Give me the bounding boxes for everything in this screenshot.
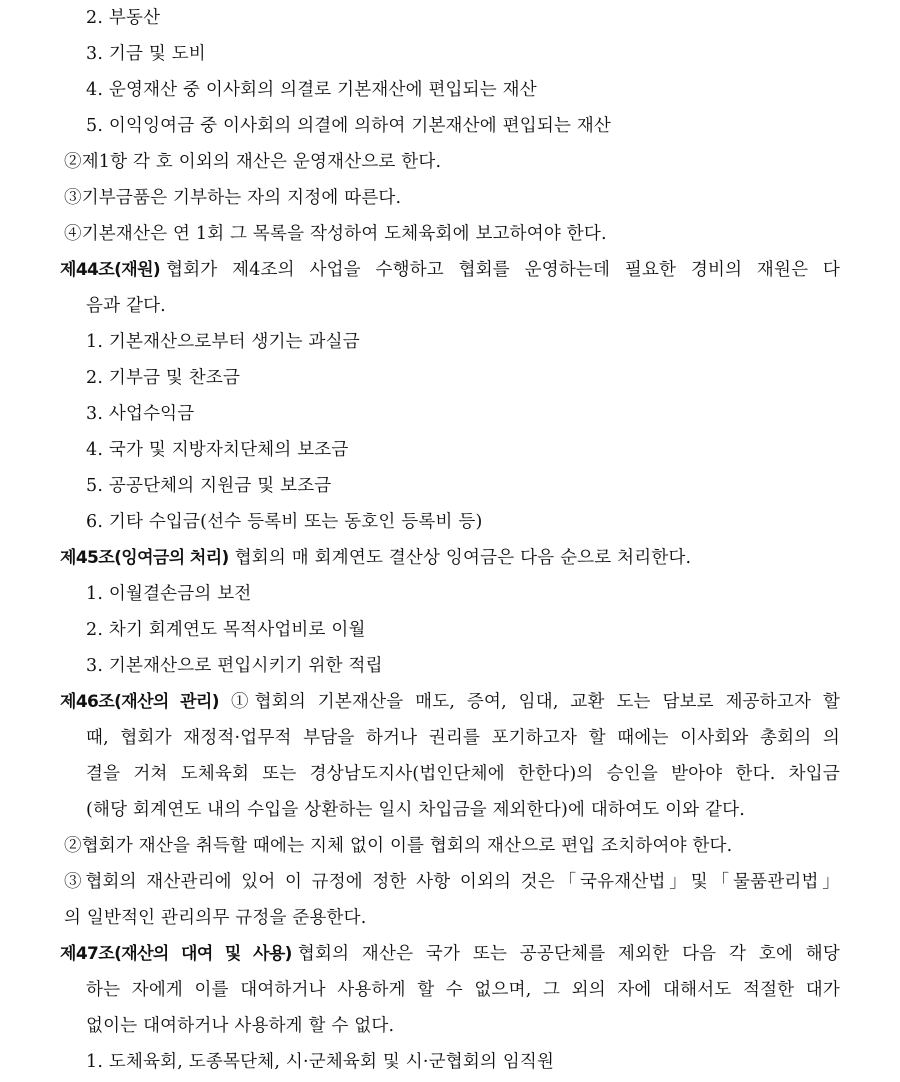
article-44: [60, 258, 840, 282]
article-title: 제44조(재원): [60, 260, 161, 280]
list-item: 1. 기본재산으로부터 생기는 과실금: [86, 332, 360, 352]
paragraph: ④기본재산은 연 1회 그 목록을 작성하여 도체육회에 보고하여야 한다.: [64, 224, 607, 244]
paragraph: ②제1항 각 호 이외의 재산은 운영재산으로 한다.: [64, 152, 442, 172]
article-47: [60, 942, 840, 966]
list-item: 1. 이월결손금의 보전: [86, 584, 252, 604]
list-item: 2. 부동산: [86, 8, 161, 28]
paragraph: 의 일반적인 관리의무 규정을 준용한다.: [64, 908, 367, 928]
list-item: 2. 기부금 및 찬조금: [86, 368, 241, 388]
list-item: 5. 이익잉여금 중 이사회의 의결에 의하여 기본재산에 편입되는 재산: [86, 116, 612, 136]
list-item: 4. 국가 및 지방자치단체의 보조금: [86, 440, 349, 460]
article-title: 제46조(재산의 관리): [60, 692, 219, 712]
article-title: 제45조(잉여금의 처리): [60, 548, 229, 568]
article-text: 하는 자에게 이를 대여하거나 사용하게 할 수 없으며, 그 외의 자에 대해서도 적절한 대가: [86, 980, 840, 1000]
article-text: ①협회의 기본재산을 매도, 증여, 임대, 교환 도는 담보로 제공하고자 할: [224, 692, 840, 712]
list-item: 3. 기금 및 도비: [86, 44, 206, 64]
paragraph: ③협회의 재산관리에 있어 이 규정에 정한 사항 이외의 것은「국유재산법」및「물품관리법」: [64, 872, 840, 892]
list-item: 3. 사업수익금: [86, 404, 195, 424]
article-title: 제47조(재산의 대여 및 사용): [60, 944, 292, 964]
article-text: 음과 같다.: [86, 296, 166, 316]
article-text: 협회의 매 회계연도 결산상 잉여금은 다음 순으로 처리한다.: [234, 548, 692, 568]
list-item: 4. 운영재산 중 이사회의 의결로 기본재산에 편입되는 재산: [86, 80, 537, 100]
list-item: 2. 차기 회계연도 목적사업비로 이월: [86, 620, 366, 640]
article-text: 결을 거쳐 도체육회 또는 경상남도지사(법인단체에 한한다)의 승인을 받아야 한다. 차입금: [86, 764, 840, 784]
article-45: [60, 546, 840, 570]
article-text: 때, 협회가 재정적·업무적 부담을 하거나 권리를 포기하고자 할 때에는 이사회와 총회의 의: [86, 728, 840, 748]
article-text: 협회가 제4조의 사업을 수행하고 협회를 운영하는데 필요한 경비의 재원은 다: [166, 260, 840, 280]
paragraph: ②협회가 재산을 취득할 때에는 지체 없이 이를 협회의 재산으로 편입 조치하여야 한다.: [64, 836, 733, 856]
list-item: 6. 기타 수입금(선수 등록비 또는 동호인 등록비 등): [86, 512, 483, 532]
article-text: 없이는 대여하거나 사용하게 할 수 없다.: [86, 1016, 395, 1036]
paragraph: ③기부금품은 기부하는 자의 지정에 따른다.: [64, 188, 402, 208]
list-item: 5. 공공단체의 지원금 및 보조금: [86, 476, 332, 496]
article-text: (해당 회계연도 내의 수입을 상환하는 일시 차입금을 제외한다)에 대하여도 이와 같다.: [86, 800, 746, 820]
article-46: [60, 690, 840, 714]
article-text: 협회의 재산은 국가 또는 공공단체를 제외한 다음 각 호에 해당: [297, 944, 840, 964]
list-item: 1. 도체육회, 도종목단체, 시·군체육회 및 시·군협회의 임직원: [86, 1052, 555, 1072]
list-item: 3. 기본재산으로 편입시키기 위한 적립: [86, 656, 383, 676]
